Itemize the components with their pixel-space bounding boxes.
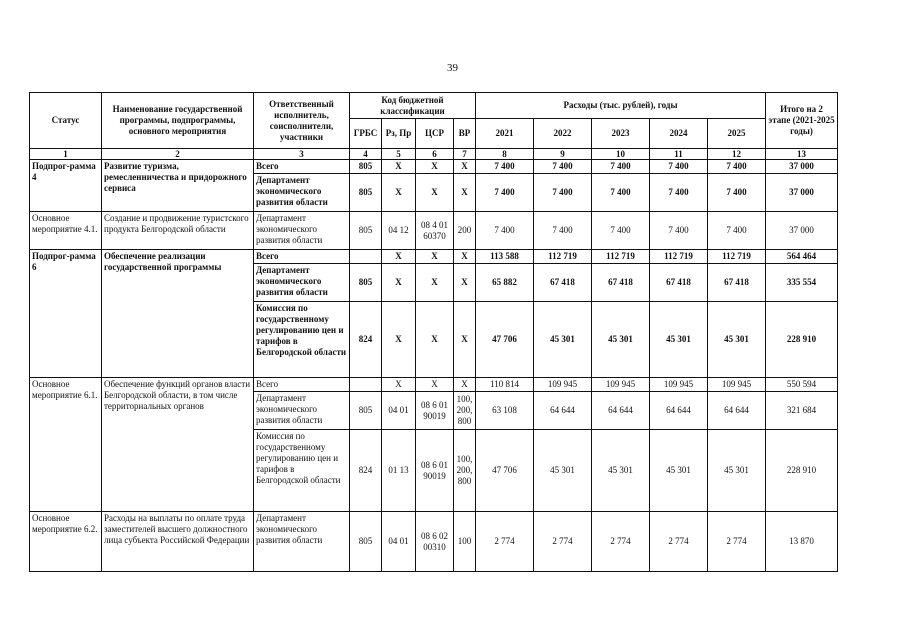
value-cell: 7 400	[708, 212, 766, 250]
value-cell: 47 706	[476, 302, 534, 378]
grbs-cell: 805	[350, 212, 382, 250]
vr-cell: Х	[454, 160, 476, 174]
column-number: 9	[534, 149, 592, 160]
header-row	[30, 93, 838, 119]
value-cell: 7 400	[534, 160, 592, 174]
value-cell: 112 719	[592, 250, 650, 264]
header-year: 2024	[650, 119, 708, 149]
rzpr-cell: 04 12	[382, 212, 416, 250]
table-row	[30, 512, 838, 572]
rzpr-cell: Х	[382, 264, 416, 302]
page-number: 39	[447, 62, 458, 74]
vr-cell: 200	[454, 212, 476, 250]
value-cell: 67 418	[650, 264, 708, 302]
value-cell: 2 774	[650, 512, 708, 572]
column-number: 3	[254, 149, 350, 160]
grbs-cell: 805	[350, 512, 382, 572]
vr-cell: 100	[454, 512, 476, 572]
executor-cell: Всего	[254, 250, 350, 264]
column-number: 5	[382, 149, 416, 160]
header-grbs: ГРБС	[350, 119, 382, 149]
status-cell: Основное мероприятие 4.1.	[30, 212, 102, 250]
header-year: 2025	[708, 119, 766, 149]
budget-table	[29, 92, 838, 572]
value-cell: 45 301	[534, 302, 592, 378]
table-row	[30, 212, 838, 250]
value-cell: 45 301	[534, 430, 592, 512]
value-cell: 109 945	[534, 378, 592, 392]
column-number: 10	[592, 149, 650, 160]
total-cell: 564 464	[766, 250, 838, 264]
executor-cell: Департамент экономического развития области	[254, 392, 350, 430]
name-cell: Развитие туризма, ремесленничества и придорожного сервиса	[102, 160, 254, 212]
value-cell: 7 400	[476, 160, 534, 174]
value-cell: 109 945	[708, 378, 766, 392]
value-cell: 47 706	[476, 430, 534, 512]
value-cell: 112 719	[708, 250, 766, 264]
vr-cell: 100, 200, 800	[454, 392, 476, 430]
value-cell: 2 774	[476, 512, 534, 572]
executor-cell: Всего	[254, 378, 350, 392]
rzpr-cell: Х	[382, 302, 416, 378]
table-row	[30, 160, 838, 174]
value-cell: 7 400	[592, 174, 650, 212]
name-cell: Создание и продвижение туристского продукта Белгородской области	[102, 212, 254, 250]
executor-cell: Департамент экономического развития области	[254, 264, 350, 302]
executor-cell: Департамент экономического развития области	[254, 174, 350, 212]
grbs-cell: 824	[350, 302, 382, 378]
value-cell: 7 400	[476, 174, 534, 212]
column-number: 2	[102, 149, 254, 160]
value-cell: 7 400	[650, 212, 708, 250]
grbs-cell: 805	[350, 392, 382, 430]
value-cell: 45 301	[592, 430, 650, 512]
name-cell: Обеспечение реализации государственной программы	[102, 250, 254, 378]
total-cell: 550 594	[766, 378, 838, 392]
value-cell: 7 400	[708, 174, 766, 212]
total-cell: 228 910	[766, 302, 838, 378]
rzpr-cell: Х	[382, 174, 416, 212]
value-cell: 7 400	[650, 174, 708, 212]
column-number: 4	[350, 149, 382, 160]
csr-cell: Х	[416, 264, 454, 302]
rzpr-cell: Х	[382, 160, 416, 174]
total-cell: 335 554	[766, 264, 838, 302]
grbs-cell: 805	[350, 174, 382, 212]
header-csr: ЦСР	[416, 119, 454, 149]
grbs-cell: 824	[350, 430, 382, 512]
column-number: 7	[454, 149, 476, 160]
vr-cell: Х	[454, 264, 476, 302]
csr-cell: Х	[416, 250, 454, 264]
rzpr-cell: Х	[382, 250, 416, 264]
grbs-cell: 805	[350, 160, 382, 174]
total-cell: 228 910	[766, 430, 838, 512]
name-cell: Обеспечение функций органов власти Белгородской области, в том числе территориальных органов	[102, 378, 254, 512]
value-cell: 110 814	[476, 378, 534, 392]
csr-cell: Х	[416, 174, 454, 212]
value-cell: 7 400	[650, 160, 708, 174]
rzpr-cell: 04 01	[382, 392, 416, 430]
column-number: 6	[416, 149, 454, 160]
executor-cell: Комиссия по государственному регулированию цен и тарифов в Белгородской области	[254, 302, 350, 378]
csr-cell: 08 6 01 90019	[416, 430, 454, 512]
value-cell: 7 400	[708, 160, 766, 174]
rzpr-cell: 01 13	[382, 430, 416, 512]
value-cell: 64 644	[650, 392, 708, 430]
executor-cell: Департамент экономического развития области	[254, 212, 350, 250]
value-cell: 45 301	[708, 302, 766, 378]
value-cell: 45 301	[650, 430, 708, 512]
value-cell: 113 588	[476, 250, 534, 264]
value-cell: 7 400	[592, 212, 650, 250]
table-row	[30, 250, 838, 264]
value-cell: 112 719	[650, 250, 708, 264]
column-number: 1	[30, 149, 102, 160]
value-cell: 45 301	[592, 302, 650, 378]
value-cell: 65 882	[476, 264, 534, 302]
header-budget-code: Код бюджетной классификации	[350, 93, 476, 119]
value-cell: 67 418	[708, 264, 766, 302]
rzpr-cell: 04 01	[382, 512, 416, 572]
value-cell: 109 945	[650, 378, 708, 392]
column-number: 11	[650, 149, 708, 160]
status-cell: Подпрог-рамма 6	[30, 250, 102, 378]
header-expenses: Расходы (тыс. рублей), годы	[476, 93, 766, 119]
header-status: Статус	[30, 93, 102, 149]
total-cell: 37 000	[766, 160, 838, 174]
csr-cell: Х	[416, 160, 454, 174]
csr-cell: 08 4 01 60370	[416, 212, 454, 250]
header-vr: ВР	[454, 119, 476, 149]
csr-cell: 08 6 02 00310	[416, 512, 454, 572]
vr-cell: Х	[454, 250, 476, 264]
value-cell: 45 301	[650, 302, 708, 378]
grbs-cell	[350, 378, 382, 392]
status-cell: Основное мероприятие 6.2.	[30, 512, 102, 572]
value-cell: 109 945	[592, 378, 650, 392]
csr-cell: Х	[416, 378, 454, 392]
value-cell: 64 644	[592, 392, 650, 430]
vr-cell: Х	[454, 174, 476, 212]
value-cell: 7 400	[592, 160, 650, 174]
value-cell: 63 108	[476, 392, 534, 430]
total-cell: 321 684	[766, 392, 838, 430]
grbs-cell	[350, 250, 382, 264]
grbs-cell: 805	[350, 264, 382, 302]
value-cell: 2 774	[592, 512, 650, 572]
value-cell: 112 719	[534, 250, 592, 264]
csr-cell: Х	[416, 302, 454, 378]
value-cell: 64 644	[534, 392, 592, 430]
total-cell: 13 870	[766, 512, 838, 572]
value-cell: 2 774	[534, 512, 592, 572]
vr-cell: Х	[454, 378, 476, 392]
header-rzpr: Рз, Пр	[382, 119, 416, 149]
column-number-row	[30, 149, 838, 160]
column-number: 13	[766, 149, 838, 160]
header-name: Наименование государственной программы, подпрограммы, основного мероприятия	[102, 93, 254, 149]
csr-cell: 08 6 01 90019	[416, 392, 454, 430]
executor-cell: Всего	[254, 160, 350, 174]
header-executor: Ответственный исполнитель, соисполнители, участники	[254, 93, 350, 149]
value-cell: 7 400	[534, 212, 592, 250]
column-number: 12	[708, 149, 766, 160]
vr-cell: 100, 200, 800	[454, 430, 476, 512]
table-row	[30, 378, 838, 392]
header-year: 2021	[476, 119, 534, 149]
rzpr-cell: Х	[382, 378, 416, 392]
total-cell: 37 000	[766, 174, 838, 212]
value-cell: 45 301	[708, 430, 766, 512]
vr-cell: Х	[454, 302, 476, 378]
status-cell: Основное мероприятие 6.1.	[30, 378, 102, 512]
value-cell: 7 400	[476, 212, 534, 250]
header-total: Итого на 2 этапе (2021-2025 годы)	[766, 93, 838, 149]
value-cell: 64 644	[708, 392, 766, 430]
header-year: 2023	[592, 119, 650, 149]
value-cell: 67 418	[592, 264, 650, 302]
value-cell: 67 418	[534, 264, 592, 302]
value-cell: 7 400	[534, 174, 592, 212]
column-number: 8	[476, 149, 534, 160]
header-year: 2022	[534, 119, 592, 149]
executor-cell: Департамент экономического развития области	[254, 512, 350, 572]
status-cell: Подпрог-рамма 4	[30, 160, 102, 212]
name-cell: Расходы на выплаты по оплате труда заместителей высшего должностного лица субъекта Российской Федерации	[102, 512, 254, 572]
value-cell: 2 774	[708, 512, 766, 572]
executor-cell: Комиссия по государственному регулированию цен и тарифов в Белгородской области	[254, 430, 350, 512]
total-cell: 37 000	[766, 212, 838, 250]
